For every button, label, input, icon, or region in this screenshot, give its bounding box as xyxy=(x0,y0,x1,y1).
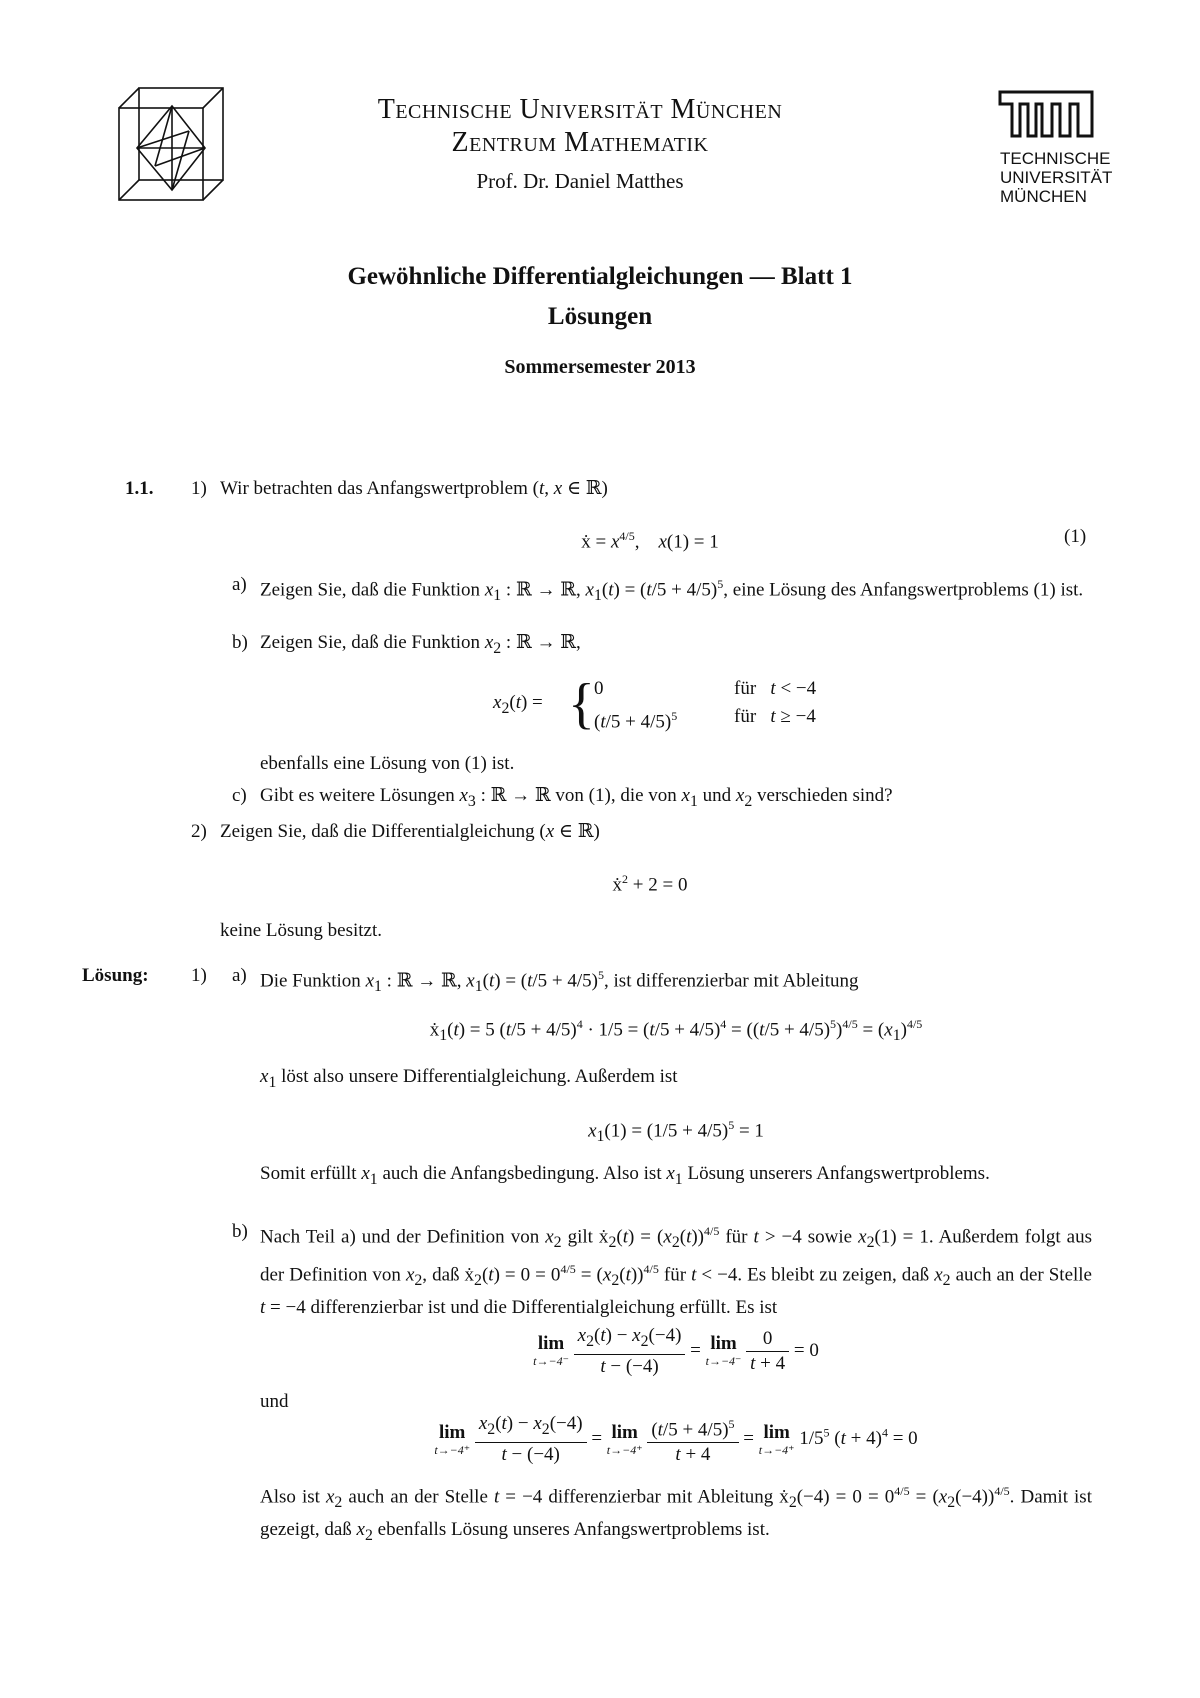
solution-b-conclusion: Also ist $x_2$ auch an der Stelle t = −4 differenzierbar mit Ableitung ẋ$_2$(−4) = $0 = 0^{4/5} = (x_2(-4))^{4/5}$. Damit ist gezeigt, daß $x_2$ ebenfalls Lösung unseres Anfangswertproblems ist. xyxy=(260,1484,1092,1544)
part-a-text: Zeigen Sie, daß die Funktion $x_1$ : ℝ → ℝ, $x_1(t) = (t/5 + 4/5)^5$, eine Lösung des Anfangswertproblems (1) ist. xyxy=(260,577,1084,605)
lim-right-2: lim t→−4⁺ xyxy=(606,1421,643,1457)
solution-part1-label: 1) xyxy=(191,965,207,986)
frac-left-1: $\frac{x_2(t) - x_2(-4)}{t - (-4)}$ xyxy=(574,1324,686,1379)
lim-right-3: lim t→−4⁺ xyxy=(758,1421,795,1457)
right-limit-equation: lim t→−4⁺ $\frac{x_2(t) - x_2(-4)}{t - (-4)}$ = lim t→−4⁺ $\frac{(t/5 + 4/5)^5}{t + 4}$ = lim t→−4⁺ $1/5^5$ $(t + 4)^4 = 0$ xyxy=(434,1413,918,1466)
ivp-equation: ẋ = $x^{4/5}$, x(1) = 1 xyxy=(581,529,719,553)
part2-label: 2) xyxy=(191,821,207,842)
solution-label: Lösung: xyxy=(82,965,149,986)
lim-left-1: lim t→−4⁻ xyxy=(533,1333,569,1369)
tum-logo-text-line2: UNIVERSITÄT xyxy=(1000,168,1113,187)
part1-label: 1) xyxy=(191,478,207,499)
sheet-title: Gewöhnliche Differentialgleichungen — Blatt 1 xyxy=(347,263,853,290)
tum-logo xyxy=(998,90,1094,138)
lim-left-2: lim t→−4⁻ xyxy=(705,1333,742,1369)
semester: Sommersemester 2013 xyxy=(504,356,696,378)
case-1-value: 0 xyxy=(594,678,604,699)
lim-right-1: lim t→−4⁺ xyxy=(434,1421,471,1457)
part2-intro-text: Zeigen Sie, daß die Differentialgleichung xyxy=(220,821,535,842)
solution-a-intro: Die Funktion $x_1$ : ℝ → ℝ, $x_1(t) = (t/5 + 4/5)^5$, ist differenzierbar mit Ableitung xyxy=(260,968,859,996)
left-limit-equation: lim t→−4⁻ $\frac{x_2(t) - x_2(-4)}{t - (-4)}$ = lim t→−4⁻ $\frac{0}{t + 4}$ = 0 xyxy=(533,1325,819,1377)
tum-logo-text-line1: TECHNISCHE xyxy=(1000,149,1111,168)
professor-name: Prof. Dr. Daniel Matthes xyxy=(476,169,684,193)
equation-number: (1) xyxy=(1064,526,1087,547)
part2-equation: ẋ$^2$ + 2 = 0 xyxy=(612,872,688,896)
und-text: und xyxy=(260,1391,289,1412)
part-b-text: Zeigen Sie, daß die Funktion $x_2$ : ℝ → ℝ, xyxy=(260,632,581,657)
part2-intro: Zeigen Sie, daß die Differentialgleichung (x ∈ ℝ) xyxy=(220,821,600,842)
part1-intro: Wir betrachten das Anfangswertproblem (t, x ∈ ℝ) xyxy=(220,478,608,499)
part1-intro-text: Wir betrachten das Anfangswertproblem xyxy=(220,478,528,499)
x2-definition-lhs: $x_2(t)$ = xyxy=(493,692,543,717)
part-a-label: a) xyxy=(232,574,247,595)
part2-after: keine Lösung besitzt. xyxy=(220,920,382,941)
tum-logo-text-line3: MÜNCHEN xyxy=(1000,187,1087,206)
solution-a-text2: $x_1$ löst also unsere Differentialgleichung. Außerdem ist xyxy=(260,1066,678,1091)
part-b-label: b) xyxy=(232,632,248,653)
solution-a-label: a) xyxy=(232,965,247,986)
case-1-condition: für t < −4 xyxy=(734,678,817,699)
solution-b-text: Nach Teil a) und der Definition von $x_2$ gilt ẋ$_2$(t) = $(x_2(t))^{4/5}$ für t > −4 sowie $x_2(1) = 1$. Außerdem folgt aus der Definition von $x_2$, daß ẋ$_2$(t) = $0 = 0^{4/5} = (x_2(t))^{4/5}$ für t < −4. Es bleibt zu zeigen, daß $x_2$ auch an der Stelle t = −4 differenzierbar ist und die Differentialgleichung erfüllt. Es ist xyxy=(260,1224,1093,1319)
center-name: Zentrum Mathematik xyxy=(451,127,709,158)
tum-logo-text xyxy=(1000,149,1112,206)
solution-b-label: b) xyxy=(232,1221,248,1242)
part-b-after: ebenfalls eine Lösung von (1) ist. xyxy=(260,753,515,774)
part-c-text: Gibt es weitere Lösungen $x_3$ : ℝ → ℝ von (1), die von $x_1$ und $x_2$ verschieden sind? xyxy=(260,785,893,810)
brace: { xyxy=(568,673,595,735)
frac-left-2: $\frac{0}{t + 4}$ xyxy=(746,1327,789,1376)
frac-right-1: $\frac{x_2(t) - x_2(-4)}{t - (-4)}$ xyxy=(475,1412,587,1467)
case-2-condition: für t ≥ −4 xyxy=(734,706,816,727)
sheet-subtitle: Lösungen xyxy=(547,303,653,330)
case-2-value: $(t/5 + 4/5)^5$ xyxy=(594,709,678,733)
frac-right-2: $\frac{(t/5 + 4/5)^5}{t + 4}$ xyxy=(647,1412,738,1467)
part-c-label: c) xyxy=(232,785,247,806)
initial-condition-check: $x_1(1) = (1/5 + 4/5)^5 = 1$ xyxy=(588,1118,764,1146)
solution-a-conclusion: Somit erfüllt $x_1$ auch die Anfangsbedingung. Also ist $x_1$ Lösung unserers Anfangswertproblems. xyxy=(260,1163,990,1188)
problem-number: 1.1. xyxy=(125,478,154,499)
tum-mathematics-cube-logo xyxy=(117,86,225,202)
university-name: Technische Universität München xyxy=(377,94,783,125)
derivative-x1-equation: ẋ$_1$(t) = 5 $(t/5 + 4/5)^4 \cdot 1/5 = (t/5 + 4/5)^4 = ((t/5 + 4/5)^5)^{4/5} = (x_1)^{4/5}$ xyxy=(429,1017,923,1045)
